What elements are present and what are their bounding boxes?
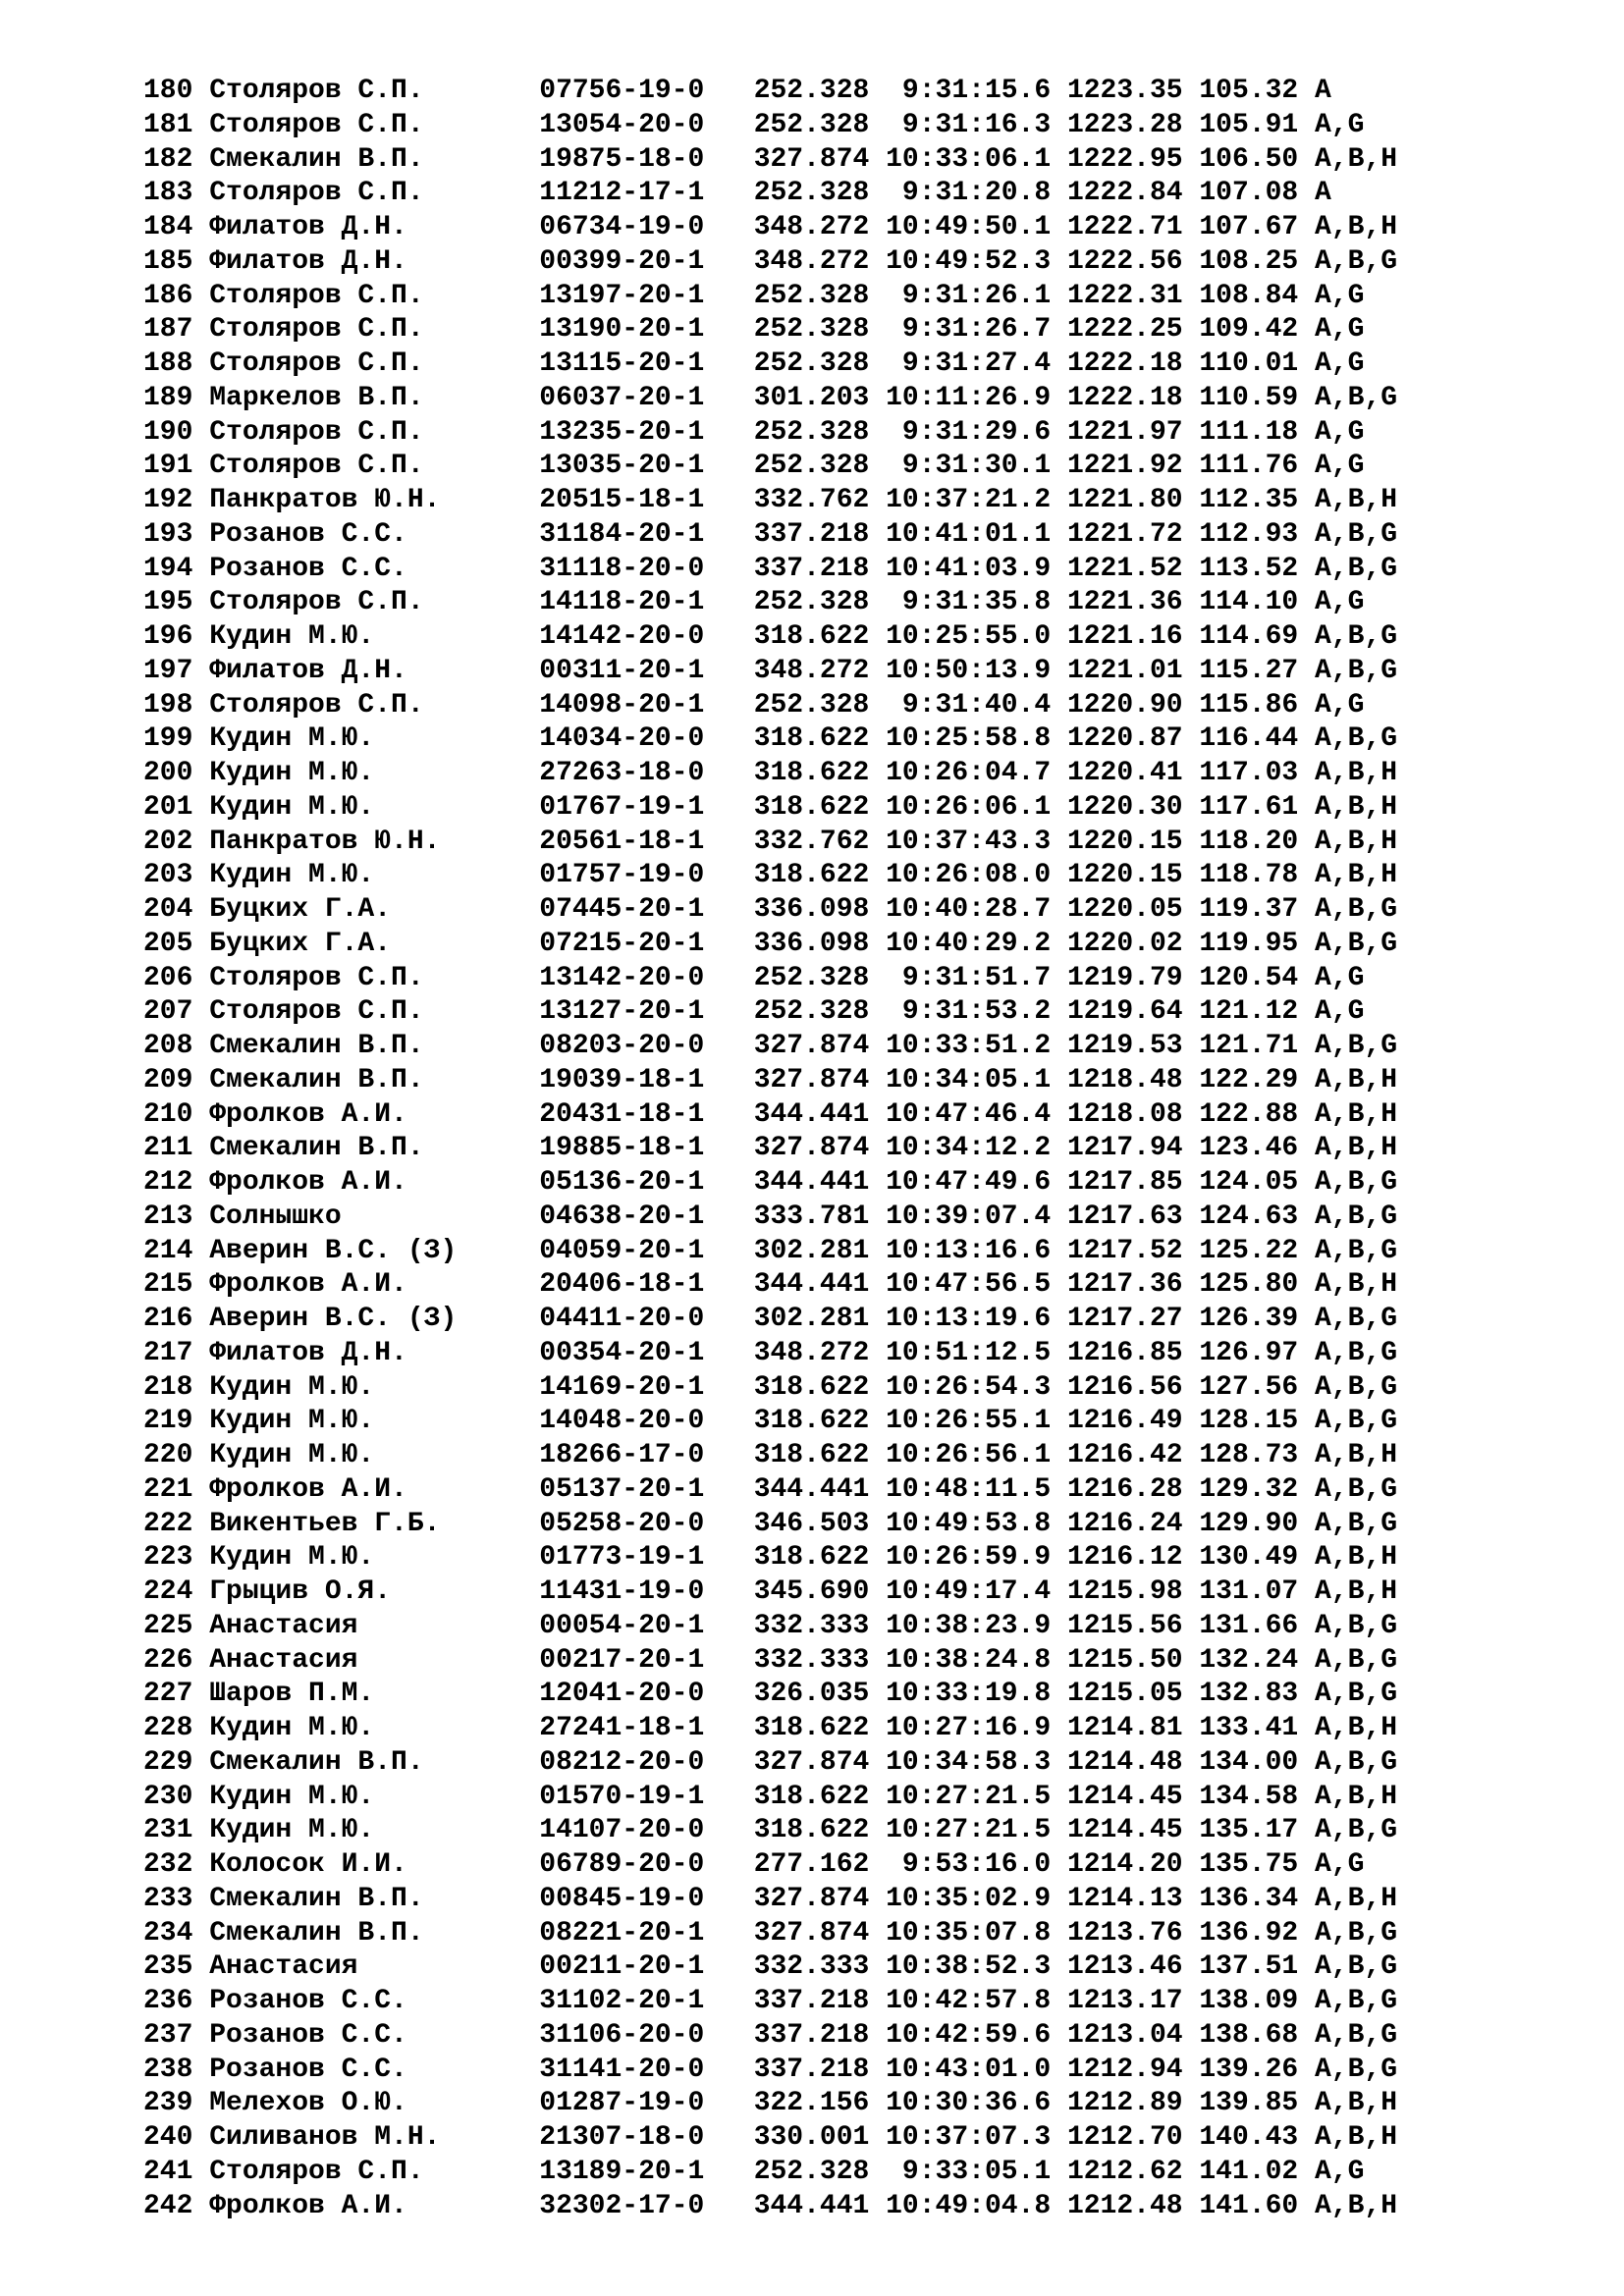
table-row: 180 Столяров С.П. 07756-19-0 252.328 9:31:15.6 1223.35 105.32 A	[143, 76, 1331, 106]
table-row: 185 Филатов Д.Н. 00399-20-1 348.272 10:49:52.3 1222.56 108.25 A,B,G	[143, 245, 1398, 277]
table-row: 201 Кудин М.Ю. 01767-19-1 318.622 10:26:06.1 1220.30 117.61 A,B,H	[143, 791, 1398, 823]
table-row: 183 Столяров С.П. 11212-17-1 252.328 9:31:20.8 1222.84 107.08 A	[143, 178, 1331, 209]
table-row: 207 Столяров С.П. 13127-20-1 252.328 9:31:53.2 1219.64 121.12 A,G	[143, 996, 1365, 1028]
table-row: 181 Столяров С.П. 13054-20-0 252.328 9:31:16.3 1223.28 105.91 A,G	[143, 109, 1365, 140]
table-row: 189 Маркелов В.П. 06037-20-1 301.203 10:11:26.9 1222.18 110.59 A,B,G	[143, 382, 1398, 413]
table-row: 195 Столяров С.П. 14118-20-1 252.328 9:31:35.8 1221.36 114.10 A,G	[143, 587, 1365, 618]
table-row: 231 Кудин М.Ю. 14107-20-0 318.622 10:27:21.5 1214.45 135.17 A,B,G	[143, 1815, 1398, 1846]
table-row: 237 Розанов С.С. 31106-20-0 337.218 10:42:59.6 1213.04 138.68 A,B,G	[143, 2019, 1398, 2051]
table-row: 192 Панкратов Ю.Н. 20515-18-1 332.762 10:37:21.2 1221.80 112.35 A,B,H	[143, 485, 1398, 515]
table-row: 242 Фролков А.И. 32302-17-0 344.441 10:49:04.8 1212.48 141.60 A,B,H	[143, 2190, 1398, 2221]
table-row: 186 Столяров С.П. 13197-20-1 252.328 9:31:26.1 1222.31 108.84 A,G	[143, 280, 1365, 311]
table-row: 205 Буцких Г.А. 07215-20-1 336.098 10:40:29.2 1220.02 119.95 A,B,G	[143, 928, 1398, 959]
results-table	[143, 75, 1557, 2223]
table-row: 240 Силиванов М.Н. 21307-18-0 330.001 10:37:07.3 1212.70 140.43 A,B,H	[143, 2122, 1398, 2153]
table-row: 233 Смекалин В.П. 00845-19-0 327.874 10:35:02.9 1214.13 136.34 A,B,H	[143, 1883, 1398, 1914]
table-row: 229 Смекалин В.П. 08212-20-0 327.874 10:34:58.3 1214.48 134.00 A,B,G	[143, 1746, 1398, 1778]
table-row: 227 Шаров П.М. 12041-20-0 326.035 10:33:19.8 1215.05 132.83 A,B,G	[143, 1679, 1398, 1710]
table-row: 194 Розанов С.С. 31118-20-0 337.218 10:41:03.9 1221.52 113.52 A,B,G	[143, 553, 1398, 584]
table-row: 219 Кудин М.Ю. 14048-20-0 318.622 10:26:55.1 1216.49 128.15 A,B,G	[143, 1406, 1398, 1437]
table-row: 204 Буцких Г.А. 07445-20-1 336.098 10:40:28.7 1220.05 119.37 A,B,G	[143, 894, 1398, 925]
table-row: 215 Фролков А.И. 20406-18-1 344.441 10:47:56.5 1217.36 125.80 A,B,H	[143, 1269, 1398, 1301]
table-row: 199 Кудин М.Ю. 14034-20-0 318.622 10:25:58.8 1220.87 116.44 A,B,G	[143, 723, 1398, 755]
table-row: 206 Столяров С.П. 13142-20-0 252.328 9:31:51.7 1219.79 120.54 A,G	[143, 962, 1365, 993]
table-row: 223 Кудин М.Ю. 01773-19-1 318.622 10:26:59.9 1216.12 130.49 A,B,H	[143, 1542, 1398, 1574]
table-row: 193 Розанов С.С. 31184-20-1 337.218 10:41:01.1 1221.72 112.93 A,B,G	[143, 518, 1398, 550]
table-row: 218 Кудин М.Ю. 14169-20-1 318.622 10:26:54.3 1216.56 127.56 A,B,G	[143, 1371, 1398, 1403]
table-row: 230 Кудин М.Ю. 01570-19-1 318.622 10:27:21.5 1214.45 134.58 A,B,H	[143, 1781, 1398, 1812]
table-row: 232 Колосок И.И. 06789-20-0 277.162 9:53:16.0 1214.20 135.75 A,G	[143, 1849, 1365, 1880]
table-row: 209 Смекалин В.П. 19039-18-1 327.874 10:34:05.1 1218.48 122.29 A,B,H	[143, 1064, 1398, 1095]
table-row: 235 Анастасия 00211-20-1 332.333 10:38:52.3 1213.46 137.51 A,B,G	[143, 1951, 1398, 1983]
table-row: 214 Аверин В.С. (З) 04059-20-1 302.281 10:13:16.6 1217.52 125.22 A,B,G	[143, 1235, 1398, 1266]
table-row: 198 Столяров С.П. 14098-20-1 252.328 9:31:40.4 1220.90 115.86 A,G	[143, 689, 1365, 721]
table-row: 196 Кудин М.Ю. 14142-20-0 318.622 10:25:55.0 1221.16 114.69 A,B,G	[143, 621, 1398, 652]
table-row: 190 Столяров С.П. 13235-20-1 252.328 9:31:29.6 1221.97 111.18 A,G	[143, 416, 1365, 448]
table-row: 213 Солнышко 04638-20-1 333.781 10:39:07.4 1217.63 124.63 A,B,G	[143, 1201, 1398, 1232]
table-row: 217 Филатов Д.Н. 00354-20-1 348.272 10:51:12.5 1216.85 126.97 A,B,G	[143, 1337, 1398, 1368]
table-row: 191 Столяров С.П. 13035-20-1 252.328 9:31:30.1 1221.92 111.76 A,G	[143, 451, 1365, 482]
table-row: 208 Смекалин В.П. 08203-20-0 327.874 10:33:51.2 1219.53 121.71 A,B,G	[143, 1031, 1398, 1061]
table-row: 197 Филатов Д.Н. 00311-20-1 348.272 10:50:13.9 1221.01 115.27 A,B,G	[143, 655, 1398, 686]
table-row: 203 Кудин М.Ю. 01757-19-0 318.622 10:26:08.0 1220.15 118.78 A,B,H	[143, 860, 1398, 891]
table-row: 239 Мелехов О.Ю. 01287-19-0 322.156 10:30:36.6 1212.89 139.85 A,B,H	[143, 2088, 1398, 2119]
table-row: 202 Панкратов Ю.Н. 20561-18-1 332.762 10:37:43.3 1220.15 118.20 A,B,H	[143, 826, 1398, 857]
table-row: 187 Столяров С.П. 13190-20-1 252.328 9:31:26.7 1222.25 109.42 A,G	[143, 314, 1365, 346]
table-row: 210 Фролков А.И. 20431-18-1 344.441 10:47:46.4 1218.08 122.88 A,B,H	[143, 1098, 1398, 1130]
table-row: 211 Смекалин В.П. 19885-18-1 327.874 10:34:12.2 1217.94 123.46 A,B,H	[143, 1133, 1398, 1164]
table-row: 236 Розанов С.С. 31102-20-1 337.218 10:42:57.8 1213.17 138.09 A,B,G	[143, 1986, 1398, 2016]
table-row: 241 Столяров С.П. 13189-20-1 252.328 9:33:05.1 1212.62 141.02 A,G	[143, 2156, 1365, 2187]
table-row: 234 Смекалин В.П. 08221-20-1 327.874 10:35:07.8 1213.76 136.92 A,B,G	[143, 1917, 1398, 1949]
table-row: 200 Кудин М.Ю. 27263-18-0 318.622 10:26:04.7 1220.41 117.03 A,B,H	[143, 758, 1398, 788]
table-row: 225 Анастасия 00054-20-1 332.333 10:38:23.9 1215.56 131.66 A,B,G	[143, 1610, 1398, 1641]
table-row: 182 Смекалин В.П. 19875-18-0 327.874 10:33:06.1 1222.95 106.50 A,B,H	[143, 143, 1398, 175]
table-row: 226 Анастасия 00217-20-1 332.333 10:38:24.8 1215.50 132.24 A,B,G	[143, 1644, 1398, 1676]
table-row: 220 Кудин М.Ю. 18266-17-0 318.622 10:26:56.1 1216.42 128.73 A,B,H	[143, 1440, 1398, 1470]
table-row: 228 Кудин М.Ю. 27241-18-1 318.622 10:27:16.9 1214.81 133.41 A,B,H	[143, 1713, 1398, 1743]
table-row: 184 Филатов Д.Н. 06734-19-0 348.272 10:49:50.1 1222.71 107.67 A,B,H	[143, 212, 1398, 242]
table-row: 222 Викентьев Г.Б. 05258-20-0 346.503 10:49:53.8 1216.24 129.90 A,B,G	[143, 1508, 1398, 1539]
table-row: 224 Грыцив О.Я. 11431-19-0 345.690 10:49:17.4 1215.98 131.07 A,B,H	[143, 1576, 1398, 1607]
table-row: 238 Розанов С.С. 31141-20-0 337.218 10:43:01.0 1212.94 139.26 A,B,G	[143, 2054, 1398, 2085]
table-row: 188 Столяров С.П. 13115-20-1 252.328 9:31:27.4 1222.18 110.01 A,G	[143, 348, 1365, 379]
table-row: 212 Фролков А.И. 05136-20-1 344.441 10:47:49.6 1217.85 124.05 A,B,G	[143, 1167, 1398, 1198]
table-row: 216 Аверин В.С. (З) 04411-20-0 302.281 10:13:19.6 1217.27 126.39 A,B,G	[143, 1304, 1398, 1334]
table-row: 221 Фролков А.И. 05137-20-1 344.441 10:48:11.5 1216.28 129.32 A,B,G	[143, 1473, 1398, 1505]
